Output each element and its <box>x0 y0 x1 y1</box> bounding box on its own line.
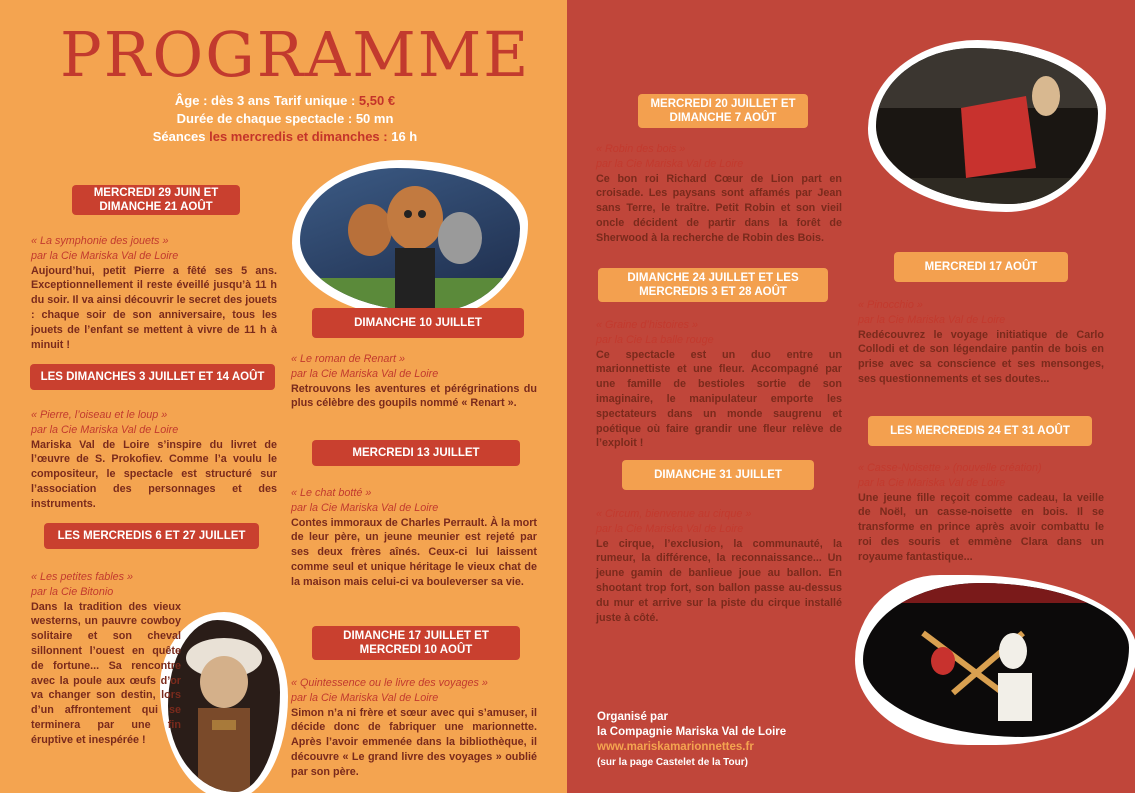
event-company: par la Cie Mariska Val de Loire <box>596 522 744 535</box>
event-title: « Pinocchio » <box>858 299 923 311</box>
seances-label: Séances <box>152 129 206 144</box>
event-company: par la Cie La balle rouge <box>596 333 714 346</box>
event-block <box>31 408 277 512</box>
event-title: « Circum, bienvenue au cirque » <box>596 508 752 520</box>
page-title: PROGRAMME <box>60 18 531 91</box>
event-date-banner: MERCREDI 17 AOÛT <box>894 252 1068 282</box>
event-title: « Le roman de Renart » <box>291 353 406 365</box>
event-date-banner: DIMANCHE 17 JUILLET ET MERCREDI 10 AOÛT <box>312 626 520 660</box>
event-title: « Pierre, l’oiseau et le loup » <box>31 409 168 421</box>
event-company: par la Cie Mariska Val de Loire <box>31 249 179 262</box>
event-date-banner: LES MERCREDIS 6 ET 27 JUILLET <box>44 523 259 549</box>
event-title: « Le chat botté » <box>291 487 372 499</box>
event-title: « La symphonie des jouets » <box>31 235 169 247</box>
event-date-banner: DIMANCHE 31 JUILLET <box>622 460 814 490</box>
event-date-banner: MERCREDI 20 JUILLET ET DIMANCHE 7 AOÛT <box>638 94 808 128</box>
event-block <box>31 234 277 352</box>
event-block <box>291 486 537 590</box>
event-text: Mariska Val de Loire s’inspire du livret de l’œuvre de S. Prokofiev. Comme l’a voulu le compositeur, le spectacle est structuré sur l’association des personnages et des instruments. <box>31 438 277 510</box>
event-text: Une jeune fille reçoit comme cadeau, la veille de Noël, un casse-noisette en bois. Il se transforme en prince après avoir combattu le roi des souris et emmène Clara dans un royaume fantastique... <box>858 491 1104 563</box>
event-date-banner: LES DIMANCHES 3 JUILLET ET 14 AOÛT <box>30 364 275 390</box>
event-block <box>858 298 1104 387</box>
event-title: « Casse-Noisette » (nouvelle création) <box>858 462 1042 474</box>
event-block <box>596 142 842 246</box>
event-title: « Graine d’histoires » <box>596 319 699 331</box>
event-block <box>31 570 277 748</box>
tarif-value: 5,50 € <box>358 93 396 108</box>
event-text: Le cirque, l’exclusion, la communauté, la rumeur, la différence, la reconnaissance... Un jeune gamin de banlieue joue au ballon. En shootant trop fort, son ballon passe au-dessus du mur et arrive sur la piste du cirque installé juste à côté. <box>596 537 842 624</box>
event-company: par la Cie Mariska Val de Loire <box>31 423 179 436</box>
age-label: Âge : dès 3 ans <box>174 93 271 108</box>
duree-label: Durée de chaque spectacle : <box>176 111 353 126</box>
organizer-url[interactable]: www.mariskamarionnettes.fr <box>597 741 754 753</box>
event-date-banner: DIMANCHE 24 JUILLET ET LES MERCREDIS 3 ET 28 AOÛT <box>598 268 828 302</box>
event-company: par la Cie Mariska Val de Loire <box>858 476 1006 489</box>
organizer-note: (sur la page Castelet de la Tour) <box>597 757 748 768</box>
event-text: Ce spectacle est un duo entre un marionnettiste et une fleur. Accompagné par une famille de bestioles sortie de son imaginaire, le manipulateur emporte les spectateurs dans un monde saugrenu et poétique où faire grandir une fleur relève de l’exploit ! <box>596 348 842 450</box>
event-text: Contes immoraux de Charles Perrault. À la mort de leur père, un jeune meunier est rejeté par ses deux frères aînés. Ceux-ci lui laissent comme seul et unique héritage le vieux chat de la maison mais celui-ci va bouleverser sa vie. <box>291 516 537 588</box>
event-block <box>291 676 537 780</box>
event-text: Ce bon roi Richard Cœur de Lion part en croisade. Les paysans sont affamés par Jean sans Terre, le traître. Petit Robin et son vieil oncle décident de partir dans la forêt de Sherwood à la recherche de Robin des Bois. <box>596 172 842 244</box>
event-date-banner: LES MERCREDIS 24 ET 31 AOÛT <box>868 416 1092 446</box>
event-block <box>858 461 1104 565</box>
event-block <box>596 507 842 625</box>
event-date-banner: MERCREDI 29 JUIN ET DIMANCHE 21 AOÛT <box>72 185 240 215</box>
event-title: « Robin des bois » <box>596 143 686 155</box>
event-title: « Quintessence ou le livre des voyages » <box>291 677 488 689</box>
seances-time: 16 h <box>391 129 418 144</box>
event-company: par la Cie Mariska Val de Loire <box>291 367 439 380</box>
event-company: par la Cie Mariska Val de Loire <box>291 691 439 704</box>
event-company: par la Cie Mariska Val de Loire <box>858 313 1006 326</box>
organizer-name: la Compagnie Mariska Val de Loire <box>597 726 787 738</box>
event-date-banner: MERCREDI 13 JUILLET <box>312 440 520 466</box>
event-company: par la Cie Mariska Val de Loire <box>291 501 439 514</box>
organizer-block <box>597 710 786 770</box>
event-block <box>291 352 537 411</box>
event-title: « Les petites fables » <box>31 571 134 583</box>
event-text: Retrouvons les aventures et pérégrinations du plus célèbre des goupils nommé « Renart ». <box>291 382 537 410</box>
info-block <box>140 92 430 146</box>
event-block <box>596 318 842 451</box>
event-company: par la Cie Mariska Val de Loire <box>596 157 744 170</box>
tarif-label: Tarif unique : <box>273 93 356 108</box>
event-text: Dans la tradition des vieux westerns, un pauvre cowboy solitaire et son cheval sillonnent l’ouest en quête de fortune... Sa rencontre avec la poule aux œufs d’or va changer son destin, lors d’un affrontement qui se terminera par une fin éruptive et inespérée ! <box>31 600 181 746</box>
event-text: Redécouvrez le voyage initiatique de Carlo Collodi et de son légendaire pantin de bois en prise avec sa conscience et ses mensonges, ses questionnements et ses doutes... <box>858 328 1104 385</box>
organizer-label: Organisé par <box>597 711 668 723</box>
duree-value: 50 mn <box>355 111 394 126</box>
event-text: Simon n’a ni frère et sœur avec qui s’amuser, il décide donc de fabriquer une marionnette. Après l’avoir emmenée dans la bibliothèque, il découvre « Le grand livre des voyages » oublié par son père. <box>291 706 537 778</box>
event-date-banner: DIMANCHE 10 JUILLET <box>312 308 524 338</box>
event-company: par la Cie Bitonio <box>31 585 114 598</box>
event-text: Aujourd’hui, petit Pierre a fêté ses 5 ans. Exceptionnellement il reste éveillé jusqu’à 11 h du soir. Il va ainsi découvrir le secret des jouets : chaque soir de son anniversaire, tous les jouets de l’enfant se mettent à vivre de 11 h à minuit ! <box>31 264 277 351</box>
seances-days: les mercredis et dimanches : <box>209 129 388 144</box>
